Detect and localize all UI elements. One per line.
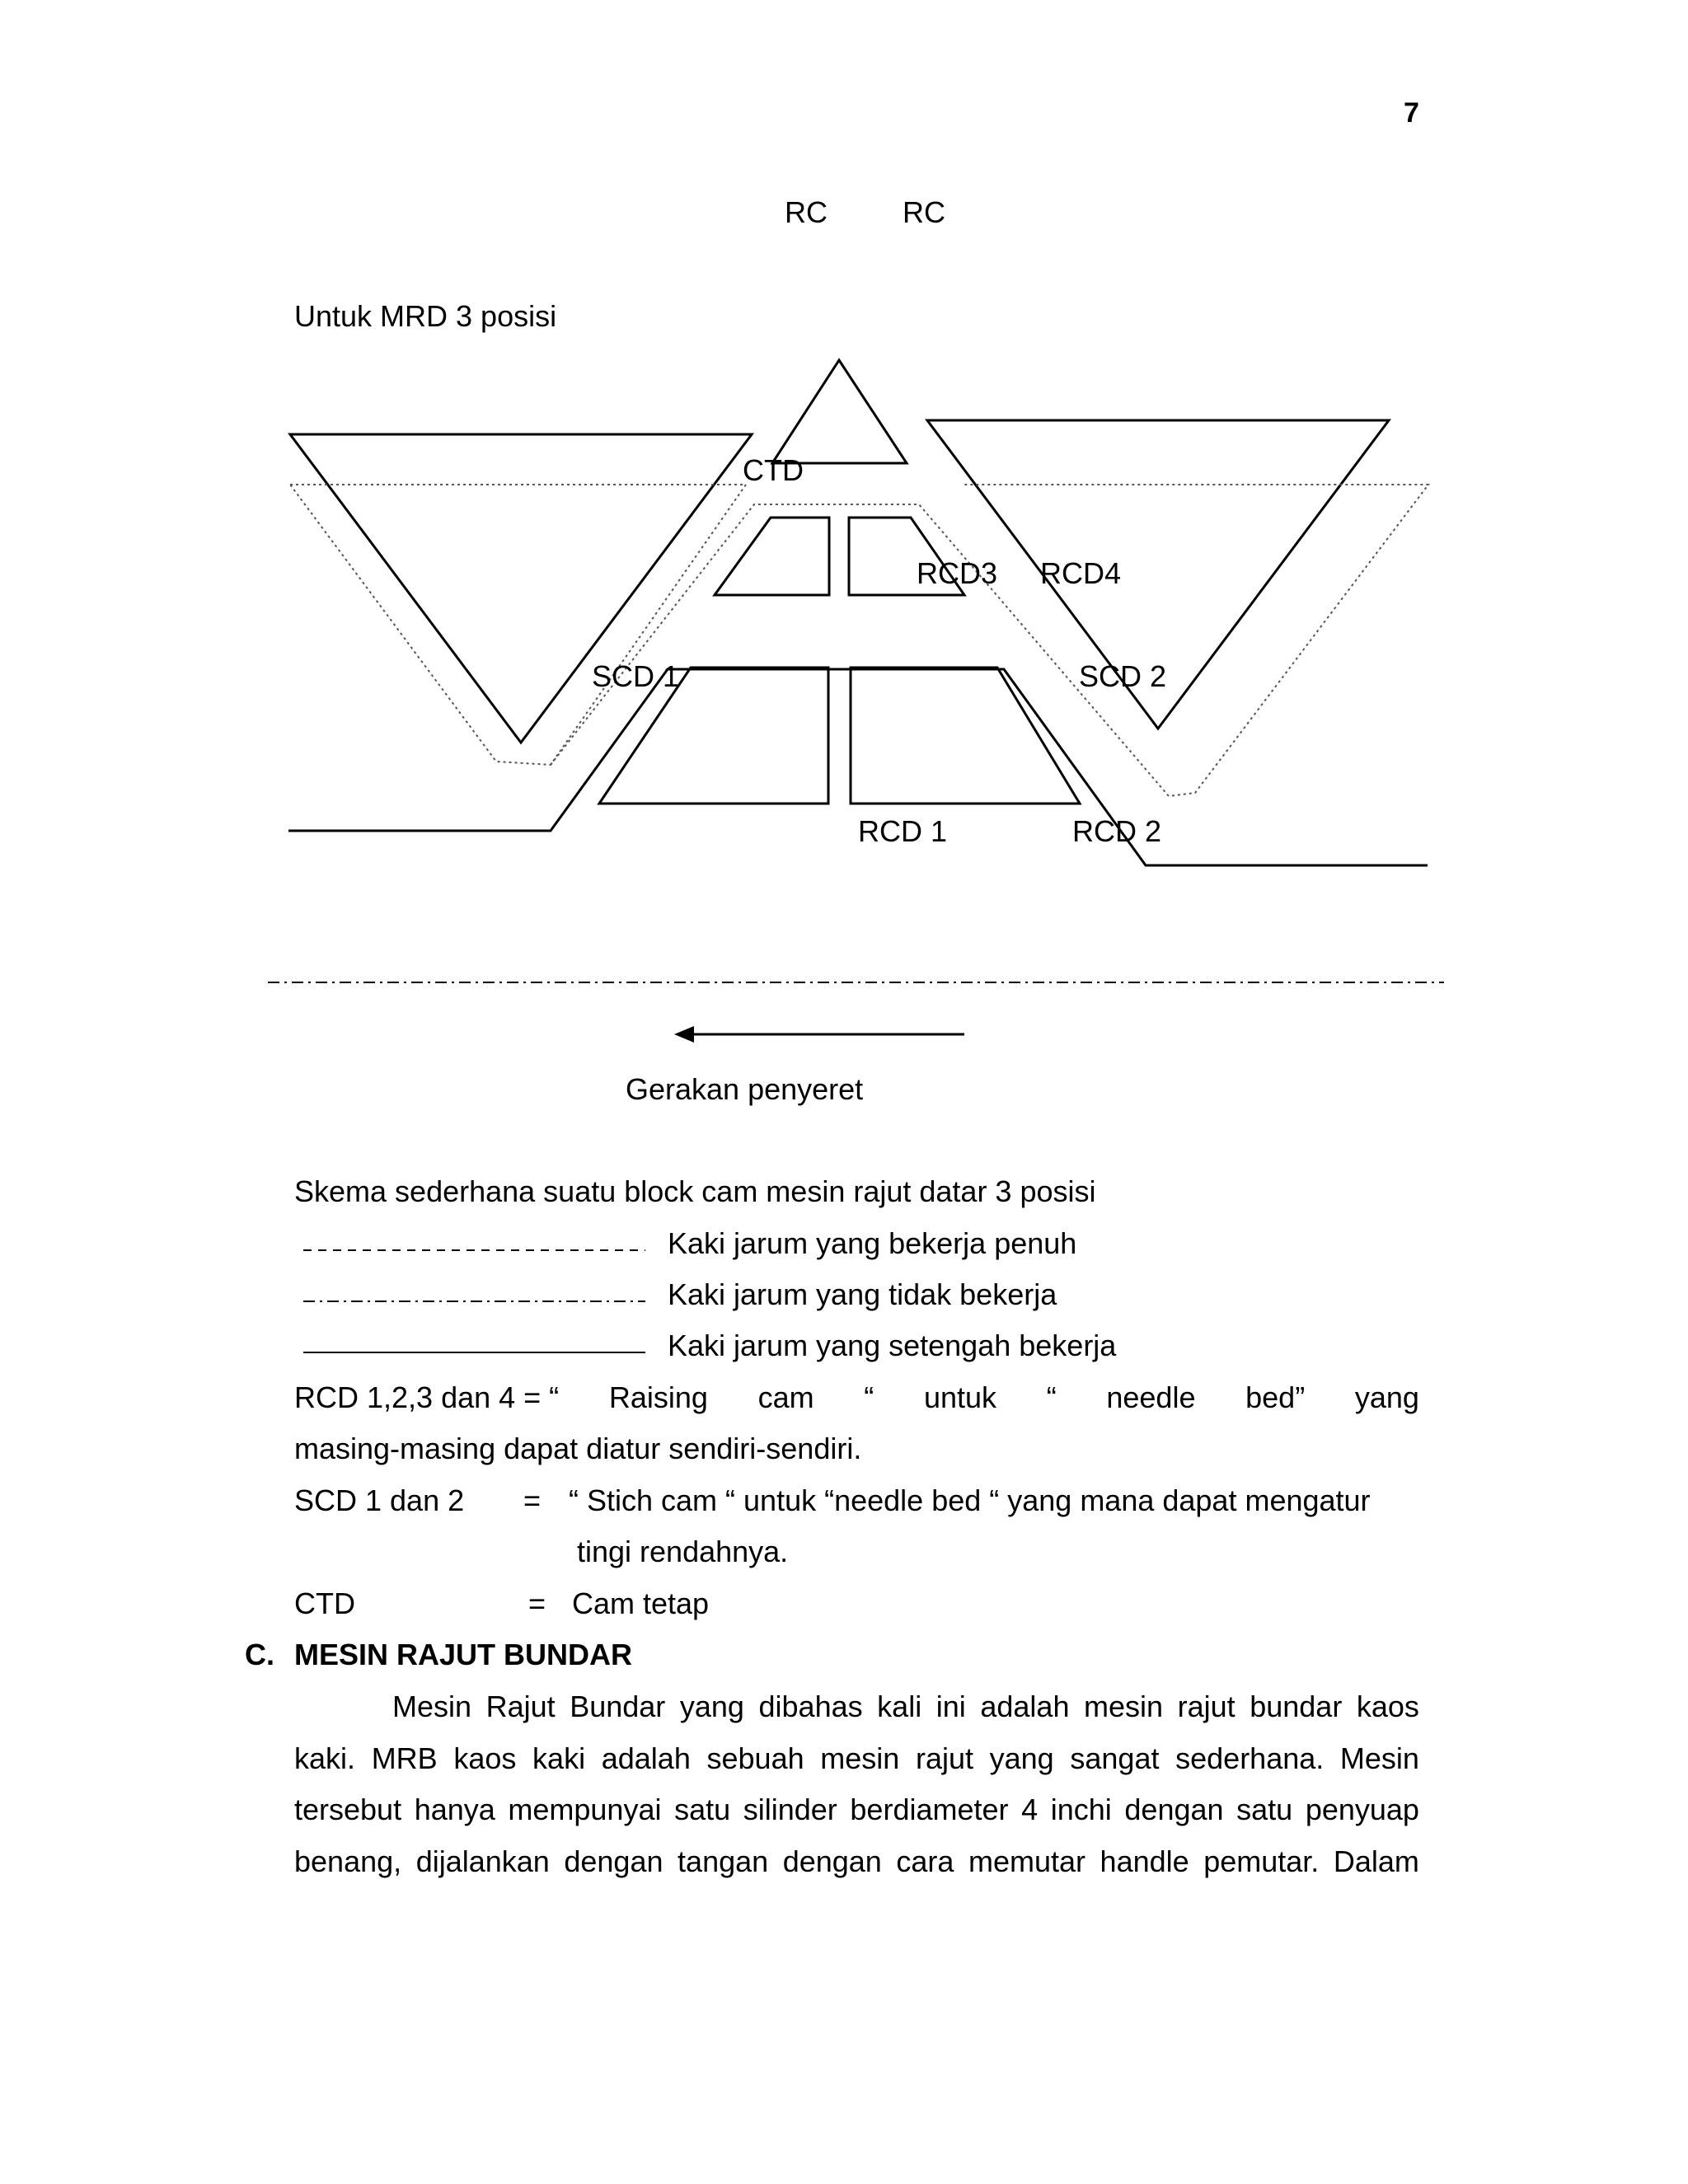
word: adalah bbox=[601, 1741, 691, 1775]
word: mesin bbox=[820, 1741, 900, 1775]
word: Raising bbox=[608, 1380, 708, 1414]
paragraph-line-1 bbox=[392, 1689, 1419, 1725]
word: silinder bbox=[743, 1793, 837, 1826]
word: kaos bbox=[453, 1741, 517, 1775]
word: tangan bbox=[678, 1844, 769, 1878]
scd1-label: SCD 1 bbox=[592, 659, 680, 693]
word: “ bbox=[864, 1380, 874, 1414]
scd-term: SCD 1 dan 2 bbox=[294, 1483, 465, 1517]
left-raising-triangle bbox=[290, 434, 752, 743]
word: tersebut bbox=[294, 1793, 402, 1826]
word: penyuap bbox=[1305, 1793, 1419, 1826]
word: pemutar. bbox=[1203, 1844, 1320, 1878]
word: dengan bbox=[782, 1844, 882, 1878]
word: bundar bbox=[1250, 1690, 1343, 1723]
word: Mesin bbox=[1339, 1741, 1419, 1775]
ctd-term: CTD bbox=[294, 1586, 355, 1620]
rcd3-label: RCD3 bbox=[917, 556, 998, 590]
scd2-label: SCD 2 bbox=[1079, 659, 1167, 693]
word: satu bbox=[1236, 1793, 1293, 1826]
section-heading: MESIN RAJUT BUNDAR bbox=[294, 1638, 633, 1671]
legend-label-half: Kaki jarum yang setengah bekerja bbox=[668, 1329, 1117, 1362]
word: kaki. bbox=[294, 1741, 356, 1775]
rc-label-left: RC bbox=[785, 195, 828, 229]
carriage-arrow-head-icon bbox=[674, 1026, 694, 1043]
word: untuk bbox=[923, 1380, 997, 1414]
rc-label-right: RC bbox=[903, 195, 945, 229]
scheme-title: Skema sederhana suatu block cam mesin rajut datar 3 posisi bbox=[294, 1174, 1096, 1208]
word: cam bbox=[757, 1380, 814, 1414]
word: satu bbox=[674, 1793, 731, 1826]
word: benang, bbox=[294, 1844, 402, 1878]
word: RCD 1,2,3 dan 4 = “ bbox=[294, 1380, 560, 1414]
word: sederhana. bbox=[1175, 1741, 1325, 1775]
word: adalah bbox=[980, 1690, 1070, 1723]
word: memutar bbox=[968, 1844, 1085, 1878]
paragraph-line-4 bbox=[294, 1844, 1419, 1880]
rcd-definition-line2: masing-masing dapat diatur sendiri-sendiri. bbox=[294, 1432, 862, 1465]
scd-definition-line2: tingi rendahnya. bbox=[577, 1535, 789, 1568]
paragraph-line-2 bbox=[294, 1741, 1419, 1777]
word: Mesin bbox=[392, 1690, 472, 1723]
word: yang bbox=[679, 1690, 744, 1723]
word: “ bbox=[1046, 1380, 1057, 1414]
word: kaki bbox=[532, 1741, 586, 1775]
ctd-definition: Cam tetap bbox=[572, 1586, 710, 1620]
word: hanya bbox=[414, 1793, 495, 1826]
legend-label-not: Kaki jarum yang tidak bekerja bbox=[668, 1277, 1057, 1311]
rcd3-cam bbox=[715, 518, 829, 595]
word: MRB bbox=[371, 1741, 438, 1775]
section-letter: C. bbox=[245, 1638, 274, 1671]
word: ini bbox=[935, 1690, 966, 1723]
rcd1-label: RCD 1 bbox=[858, 814, 948, 848]
scd-definition-line1: “ Stich cam “ untuk “needle bed “ yang mana dapat mengatur bbox=[569, 1483, 1371, 1517]
word: Rajut bbox=[485, 1690, 556, 1723]
word: sebuah bbox=[706, 1741, 804, 1775]
word: inchi bbox=[1050, 1793, 1112, 1826]
word: dibahas bbox=[758, 1690, 863, 1723]
legend-label-full: Kaki jarum yang bekerja penuh bbox=[668, 1226, 1077, 1260]
word: Dalam bbox=[1333, 1844, 1419, 1878]
word: sangat bbox=[1070, 1741, 1160, 1775]
word: 4 bbox=[1021, 1793, 1039, 1826]
word: dijalankan bbox=[415, 1844, 550, 1878]
full-work-path-mid bbox=[551, 485, 1428, 796]
word: yang bbox=[1354, 1380, 1419, 1414]
word: kaos bbox=[1356, 1690, 1419, 1723]
ctd-equals: = bbox=[528, 1586, 546, 1620]
carriage-arrow-label: Gerakan penyeret bbox=[626, 1072, 864, 1106]
word: bed” bbox=[1245, 1380, 1306, 1414]
ctd-fixed-cam bbox=[772, 360, 907, 463]
word: dengan bbox=[1124, 1793, 1224, 1826]
page-number: 7 bbox=[1404, 97, 1419, 129]
word: berdiameter bbox=[850, 1793, 1009, 1826]
word: kali bbox=[877, 1690, 922, 1723]
word: handle bbox=[1100, 1844, 1189, 1878]
word: yang bbox=[989, 1741, 1054, 1775]
rcd2-cam bbox=[851, 668, 1080, 804]
rcd4-label: RCD4 bbox=[1040, 556, 1122, 590]
word: mesin bbox=[1084, 1690, 1164, 1723]
word: rajut bbox=[915, 1741, 973, 1775]
word: dengan bbox=[564, 1844, 663, 1878]
diagram-title: Untuk MRD 3 posisi bbox=[294, 299, 557, 333]
paragraph-line-3 bbox=[294, 1792, 1419, 1828]
ctd-label: CTD bbox=[743, 453, 804, 487]
word: cara bbox=[896, 1844, 954, 1878]
rcd-definition-line1 bbox=[294, 1380, 1419, 1416]
word: needle bbox=[1106, 1380, 1196, 1414]
word: rajut bbox=[1177, 1690, 1236, 1723]
scd-equals: = bbox=[523, 1483, 542, 1517]
rcd2-label: RCD 2 bbox=[1072, 814, 1162, 848]
word: mempunyai bbox=[508, 1793, 662, 1826]
word: Bundar bbox=[570, 1690, 666, 1723]
